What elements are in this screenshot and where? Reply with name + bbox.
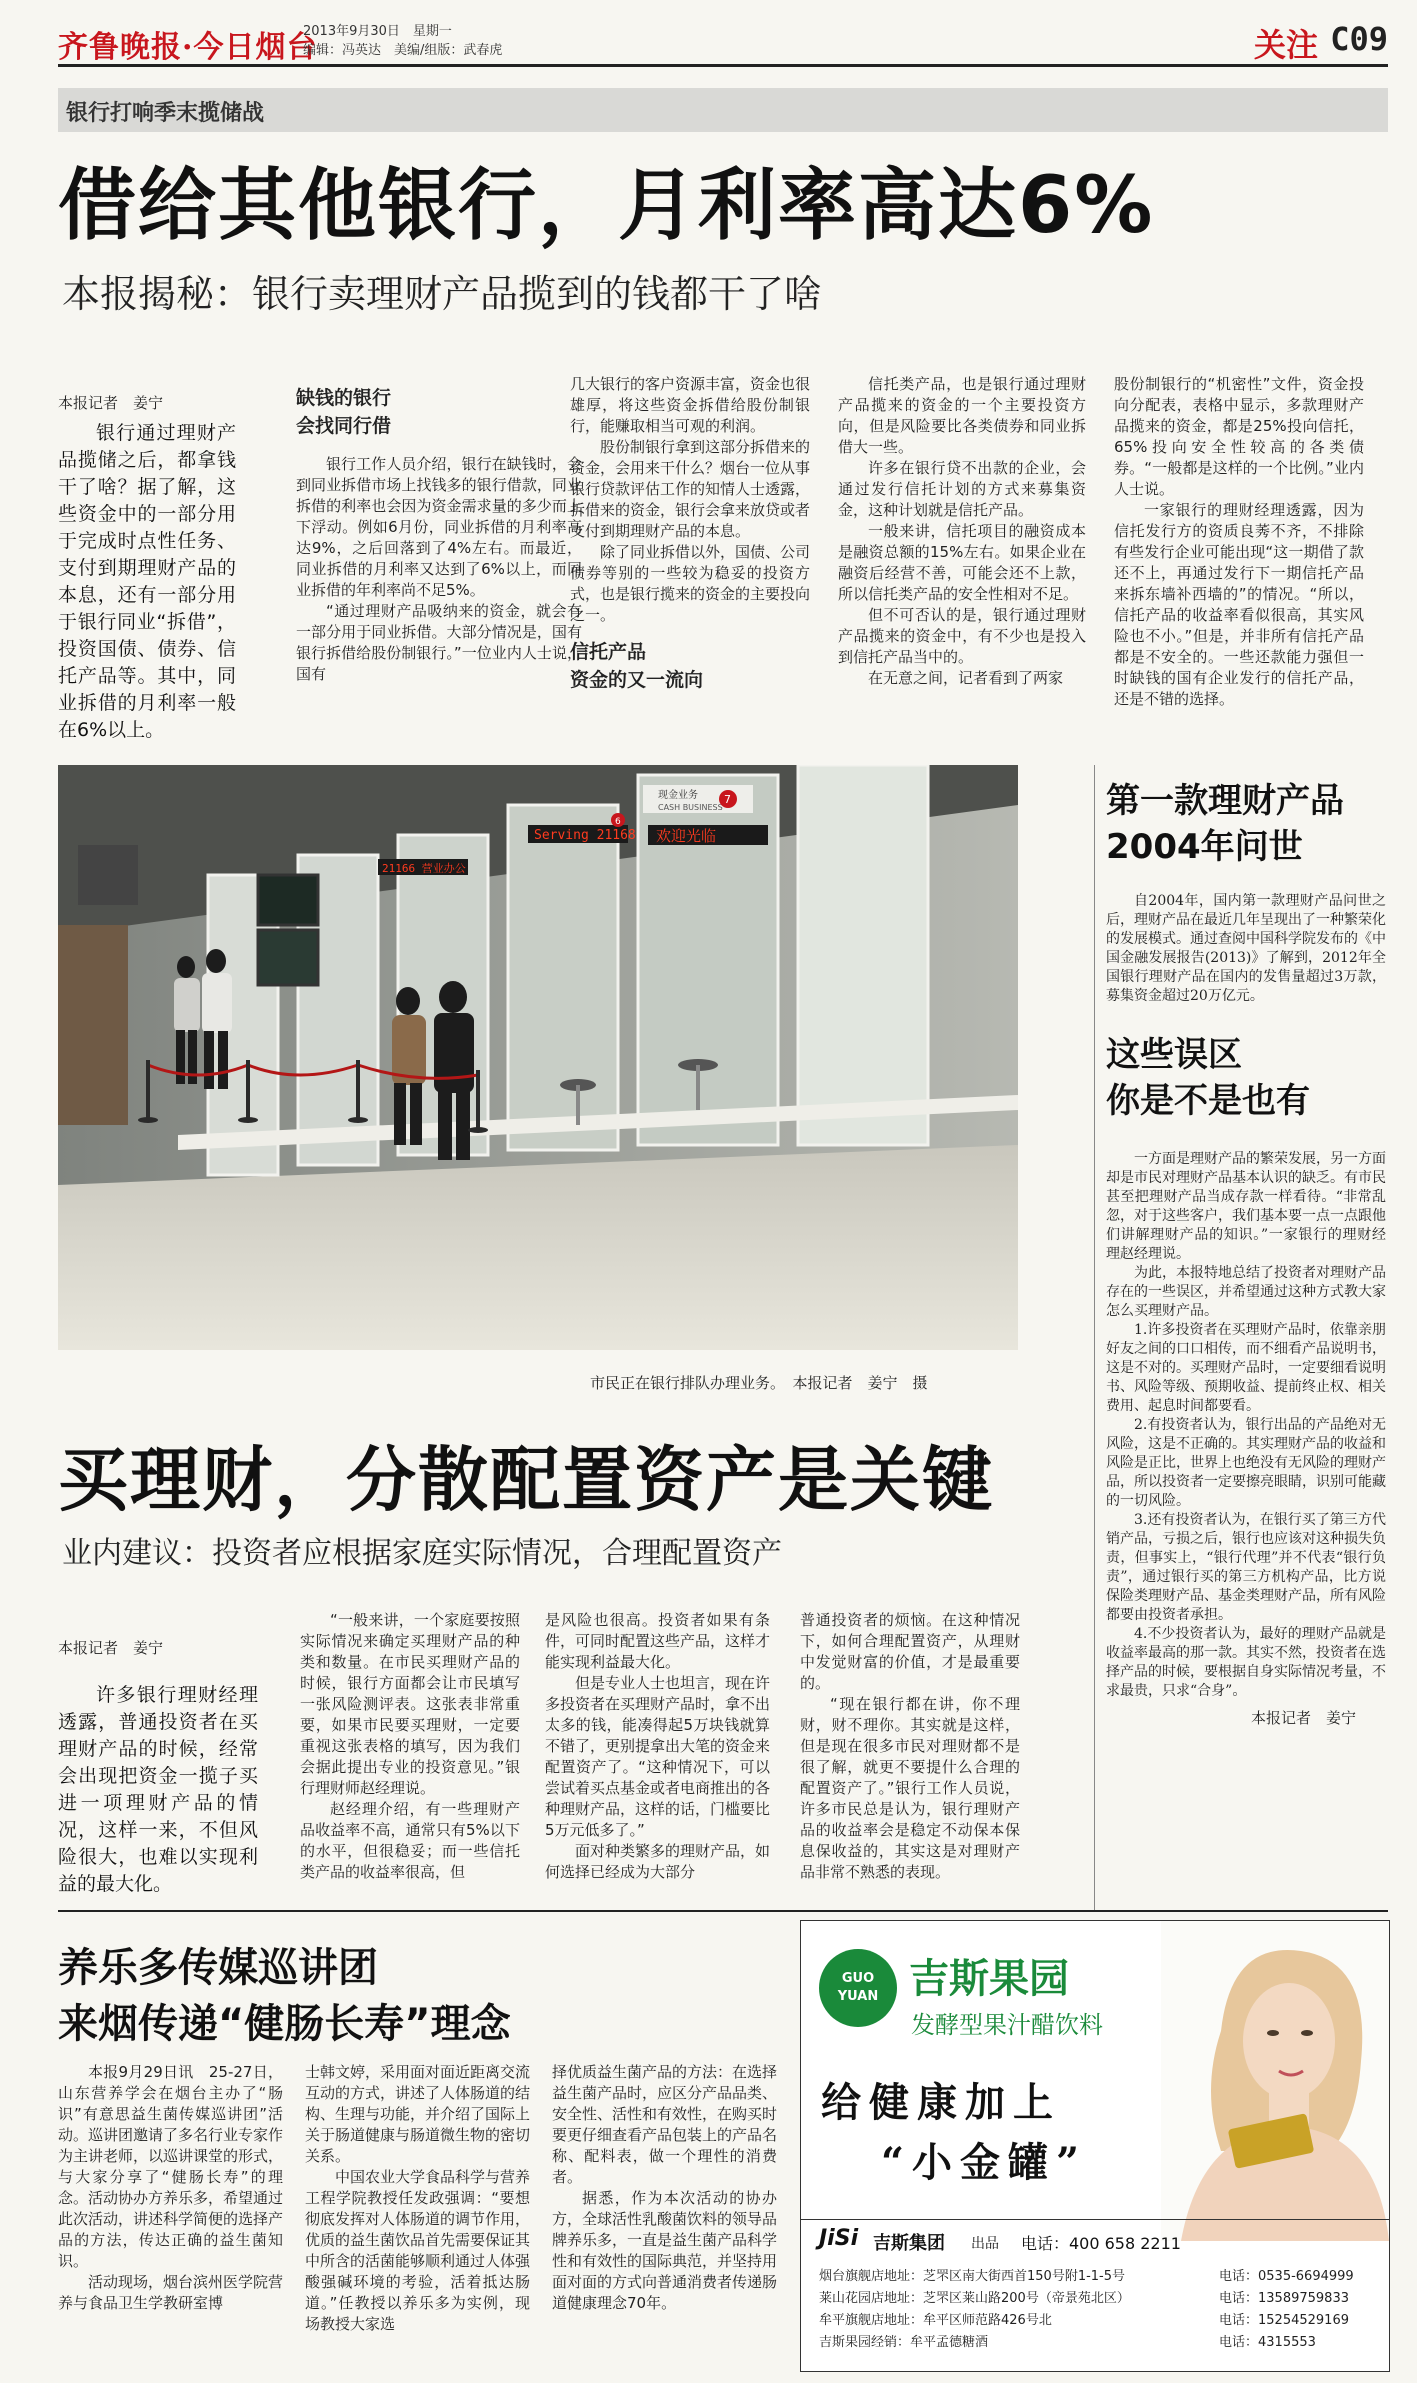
story1-column-3 [570, 374, 810, 694]
paragraph: 普通投资者的烦恼。在这种情况下，如何合理配置资产，从理财中发觉财富的价值，才是最重要的。 [800, 1611, 1020, 1692]
photo-illustration [58, 765, 1018, 1350]
brand-edition: ·今日烟台 [182, 30, 318, 65]
story3-headline [58, 1940, 778, 2052]
subtitle-trust-2: 资金的又一流向 [570, 669, 704, 691]
store-list [819, 2267, 1379, 2355]
paragraph: 一家银行的理财经理透露，因为信托发行方的资质良莠不齐，不排除有些发行企业可能出现“这一期借了款还不上，再通过发行下一期信托产品来拆东墙补西墙的”的情况。“所以，信托产品的收益率看似很高，其实风险也不小。”但是，并非所有信托产品都是不安全的。一些还款能力强但一时缺钱的国有企业发行的信托产品，还是不错的选择。 [1114, 501, 1364, 708]
ad-tagline: 发酵型果汁醋饮料 [911, 2011, 1103, 2039]
story3-headline-line1: 养乐多传媒巡讲团 [58, 1945, 378, 1991]
issue-meta [303, 22, 502, 60]
story3-headline-line2: 来烟传递“健肠长寿”理念 [58, 2001, 511, 2047]
story2-lead-text: 许多银行理财经理透露，普通投资者在买理财产品的时候，经常会出现把资金一揽子买进一项理财产品的情况，这样一来，不但风险很大，也难以实现利益的最大化。 [58, 1684, 258, 1895]
ad-hotline: 电话：400 658 2211 [1021, 2234, 1181, 2253]
paragraph: 许多在银行贷不出款的企业，会通过发行信托计划的方式来募集资金，这种计划就是信托产品。 [838, 459, 1086, 519]
story1-column-4 [838, 374, 1086, 689]
paragraph: 银行工作人员介绍，银行在缺钱时，会到同业拆借市场上找钱多的银行借款，同业拆借的利率也会因为资金需求量的多少而上下浮动。例如6月份，同业拆借的月利率高达9%，之后回落到了4%左右。而最近，同业拆借的月利率又达到了6%以上，而同业拆借的年利率尚不足5%。 [296, 455, 582, 599]
logo-text-bottom: YUAN [837, 1989, 879, 2004]
led-serving-display: Serving 21168 [534, 828, 636, 843]
bank-lobby-photo [58, 765, 1018, 1350]
page-number: C09 [1330, 20, 1388, 58]
section-divider [58, 1910, 1388, 1912]
story3-column-1 [58, 2062, 283, 2314]
led-queue-display: 21166 营业办公 [382, 862, 466, 875]
paragraph: 一般来讲，信托项目的融资成本是融资总额的15%左右。如果企业在融资后经营不善，可能会还不上款，所以信托类产品的安全性相对不足。 [838, 522, 1086, 603]
store-phone: 电话：4315553 [1219, 2335, 1316, 2350]
store-row [819, 2311, 1379, 2333]
paragraph: 中国农业大学食品科学与营养工程学院教授任发政强调：“要想彻底发挥对人体肠道的调节作用，优质的益生菌饮品首先需要保证其中所含的活菌能够顺利通过人体强酸强碱环境的考验，活着抵达肠道。”任教授以养乐多为实例，现场教授大家选 [305, 2168, 531, 2333]
counter-sign-en: CASH BUSINESS [658, 803, 723, 812]
paragraph: “通过理财产品吸纳来的资金，就会有一部分用于同业拆借。大部分情况是，国有银行拆借给股份制银行。”一位业内人士说，国有 [296, 602, 582, 683]
paragraph: 据悉，作为本次活动的协办方，全球活性乳酸菌饮料的领导品牌养乐多，一直是益生菌产品科学性和有效性的国际典范，并坚持用面对面的方式向普通消费者传递肠道健康理念70年。 [552, 2189, 778, 2312]
subtitle-borrowing-2: 会找同行借 [296, 415, 392, 437]
paragraph: 择优质益生菌产品的方法：在选择益生菌产品时，应区分产品品类、安全性、活性和有效性，在购买时要更仔细查看产品包装上的产品名称、配料表，做一个理性的消费者。 [552, 2063, 778, 2186]
paragraph: 是风险也很高。投资者如果有条件，可同时配置这些产品，这样才能实现利益最大化。 [545, 1611, 771, 1671]
story3-column-2 [305, 2062, 530, 2335]
jisi-group-logo: JiSi [819, 2226, 859, 2251]
paragraph: 本报9月29日讯 25-27日，山东营养学会在烟台主办了“肠识”有意思益生菌传媒巡讲团”活动。巡讲团邀请了多名行业专家作为主讲老师，以巡讲课堂的形式，与大家分享了“健肠长寿”的理念。活动协办方养乐多，希望通过此次活动，讲述科学简便的选择产品的方法，传达正确的益生菌知识。 [58, 2063, 284, 2270]
story2-column-4 [800, 1610, 1020, 1883]
store-address: 牟平旗舰店地址：牟平区师范路426号北 [819, 2313, 1052, 2328]
story1-lead [58, 420, 236, 744]
story2-lead [58, 1682, 258, 1898]
counter-sign: 现金业务 [658, 790, 698, 801]
store-phone: 电话：15254529169 [1219, 2313, 1349, 2328]
story2-column-3 [545, 1610, 770, 1883]
paragraph: 自2004年，国内第一款理财产品问世之后，理财产品在最近几年呈现出了一种繁荣化的发展模式。通过查阅中国科学院发布的《中国金融发展报告(2013)》了解到，2012年全国银行理财产品在国内的发售量超过3万款，募集资金超过20万亿元。 [1106, 893, 1386, 1004]
counter-number-2: 6 [615, 817, 621, 827]
ad-slogan-1: 给健康加上 [821, 2079, 1061, 2126]
paragraph: 士韩文婷，采用面对面近距离交流互动的方式，讲述了人体肠道的结构、生理与功能，并介绍了国际上关于肠道健康与肠道微生物的密切关系。 [305, 2063, 531, 2165]
newspaper-brand [58, 22, 317, 66]
paragraph: 面对种类繁多的理财产品，如何选择已经成为大部分 [545, 1842, 771, 1881]
story1-column-2 [296, 384, 582, 685]
story2-subhead: 业内建议：投资者应根据家庭实际情况，合理配置资产 [62, 1536, 782, 1571]
brand-name: 齐鲁晚报 [58, 30, 182, 65]
paragraph: 股份制银行的“机密性”文件，资金投向分配表，表格中显示，多款理财产品揽来的资金，都是25%投向信托，65%投向安全性较高的各类债券。“一般都是这样的一个比例。”业内人士说。 [1114, 375, 1364, 498]
masthead [58, 18, 1388, 67]
store-phone: 电话：13589759833 [1219, 2291, 1349, 2306]
story1-byline: 本报记者 姜宁 [58, 394, 164, 412]
sidebar-byline: 本报记者 姜宁 [1250, 1709, 1356, 1727]
store-row [819, 2333, 1379, 2355]
kicker-text: 银行打响季末揽储战 [66, 101, 265, 126]
store-row [819, 2289, 1379, 2311]
paragraph: “一般来讲，一个家庭要按照实际情况来确定买理财产品的种类和数量。在市民买理财产品的时候，银行方面都会让市民填写一张风险测评表。这张表非常重要，如果市民要买理财，一定要重视这张表格的填写，因为我们会据此提出专业的投资意见。”银行理财师赵经理说。 [300, 1611, 520, 1797]
subtitle-trust: 信托产品 [570, 641, 647, 663]
paragraph: 赵经理介绍，有一些理财产品收益率不高，通常只有5%以下的水平，但很稳妥；而一些信托类产品的收益率很高，但 [300, 1800, 520, 1881]
paragraph: 3.还有投资者认为，在银行买了第三方代销产品，亏损之后，银行也应该对这种损失负责，但事实上，“银行代理”并不代表“银行负责”，通过银行买的第三方机构产品，比方说保险类理财产品、基金类理财产品，所有风险都要由投资者承担。 [1106, 1512, 1386, 1623]
story1-subhead: 本报揭秘：银行卖理财产品揽到的钱都干了啥 [62, 272, 823, 316]
issue-date: 2013年9月30日 星期一 [303, 24, 452, 39]
jisi-advertisement[interactable] [800, 1920, 1390, 2372]
paragraph: 几大银行的客户资源丰富，资金也很雄厚，将这些资金拆借给股份制银行，能赚取相当可观的利润。 [570, 375, 811, 435]
photo-caption: 市民正在银行排队办理业务。 本报记者 姜宁 摄 [590, 1374, 928, 1392]
led-welcome-display: 欢迎光临 [656, 827, 717, 845]
paragraph: 1.许多投资者在买理财产品时，依靠亲朋好友之间的口口相传，而不细看产品说明书，这是不对的。买理财产品时，一定要细看说明书、风险等级、预期收益、提前终止权、相关费用、起息时间都要看。 [1106, 1322, 1386, 1414]
story2-byline: 本报记者 姜宁 [58, 1639, 164, 1657]
story1-headline: 借给其他银行，月利率高达6% [58, 161, 1155, 251]
paragraph: 活动现场，烟台滨州医学院营养与食品卫生学教研室博 [58, 2273, 284, 2312]
paragraph: 但是专业人士也坦言，现在许多投资者在买理财产品时，拿不出太多的钱，能凑得起5万块钱就算不错了，更别提拿出大笔的资金来配置资产了。“这种情况下，可以尝试着买点基金或者电商推出的各种理财产品，这样的话，门槛要比5万元低多了。” [545, 1674, 771, 1839]
counter-number: 7 [724, 793, 731, 806]
section-label: 关注 [1253, 26, 1318, 64]
ad-brand: 吉斯果园 [909, 1956, 1069, 2002]
issue-editor: 编辑：冯英达 美编/组版：武春虎 [303, 43, 503, 58]
paragraph: 信托类产品，也是银行通过理财产品揽来的资金的一个主要投资方向，但是风险要比各类债券和同业拆借大一些。 [838, 375, 1086, 456]
ad-slogan-2: “小金罐” [881, 2139, 1088, 2186]
ad-group: 吉斯集团 [873, 2233, 945, 2254]
store-address: 烟台旗舰店地址：芝罘区南大街西首150号附1-1-5号 [819, 2269, 1126, 2284]
paragraph: 股份制银行拿到这部分拆借来的资金，会用来干什么？烟台一位从事银行贷款评估工作的知情人士透露，拆借来的资金，银行会拿来放贷或者支付到期理财产品的本息。 [570, 438, 811, 540]
sidebar-title-1b: 2004年问世 [1106, 827, 1303, 867]
story2-column-2 [300, 1610, 520, 1883]
paragraph: 但不可否认的是，银行通过理财产品揽来的资金中，有不少也是投入到信托产品当中的。 [838, 606, 1086, 666]
paragraph: 在无意之间，记者看到了两家 [868, 669, 1064, 687]
sidebar [1106, 778, 1386, 1728]
sidebar-title-2: 这些误区 [1106, 1035, 1242, 1075]
ad-divider [801, 2219, 1389, 2220]
story2-headline: 买理财，分散配置资产是关键 [58, 1439, 994, 1521]
sidebar-divider [1094, 765, 1095, 1910]
logo-text-top: GUO [841, 1971, 875, 1986]
sidebar-title-1: 第一款理财产品 [1106, 781, 1344, 821]
sidebar-title-2b: 你是不是也有 [1106, 1081, 1310, 1121]
paragraph: 为此，本报特地总结了投资者对理财产品存在的一些误区，并希望通过这种方式教大家怎么买理财产品。 [1106, 1265, 1386, 1319]
store-address: 吉斯果园经销：牟平孟德糖酒 [819, 2335, 989, 2350]
topic-kicker [58, 88, 1388, 132]
model-illustration [1161, 1921, 1389, 2241]
ad-product-label: 出品 [971, 2236, 999, 2252]
subtitle-borrowing: 缺钱的银行 [296, 387, 392, 409]
apple-logo-icon [819, 1949, 897, 2027]
story1-column-5 [1114, 374, 1364, 710]
paragraph: 除了同业拆借以外，国债、公司债券等别的一些较为稳妥的投资方式，也是银行揽来的资金的主要投向之一。 [570, 543, 811, 624]
store-address: 莱山花园店地址：芝罘区莱山路200号（帝景苑北区） [819, 2291, 1130, 2306]
paragraph: “现在银行都在讲，你不理财，财不理你。其实就是这样，但是现在很多市民对理财都不是很了解，就更不要提什么合理的配置资产了。”银行工作人员说，许多市民总是认为，银行理财产品的收益率会是稳定不动保本保息保收益的，其实这是对理财产品非常不熟悉的表现。 [800, 1695, 1020, 1881]
paragraph: 2.有投资者认为，银行出品的产品绝对无风险，这是不正确的。其实理财产品的收益和风险是正比，世界上也绝没有无风险的理财产品，所以投资者一定要擦亮眼睛，识别可能藏的一切风险。 [1106, 1417, 1386, 1509]
paragraph: 4.不少投资者认为，最好的理财产品就是收益率最高的那一款。其实不然，投资者在选择产品的时候，要根据自身实际情况考量，不求最贵，只求“合身”。 [1106, 1626, 1386, 1699]
story1-lead-text: 银行通过理财产品揽储之后，都拿钱干了啥？据了解，这些资金中的一部分用于完成时点性任务、支付到期理财产品的本息，还有一部分用于银行同业“拆借”，投资国债、债券、信托产品等。其中，同业拆借的月利率一般在6%以上。 [58, 422, 236, 741]
story3-column-3 [552, 2062, 777, 2314]
store-phone: 电话：0535-6694999 [1219, 2269, 1354, 2284]
paragraph: 一方面是理财产品的繁荣发展，另一方面却是市民对理财产品基本认识的缺乏。有市民甚至把理财产品当成存款一样看待。“非常乱忽，对于这些客户，我们基本要一点一点跟他们讲解理财产品的知识。”一家银行的理财经理赵经理说。 [1106, 1151, 1386, 1262]
store-row [819, 2267, 1379, 2289]
